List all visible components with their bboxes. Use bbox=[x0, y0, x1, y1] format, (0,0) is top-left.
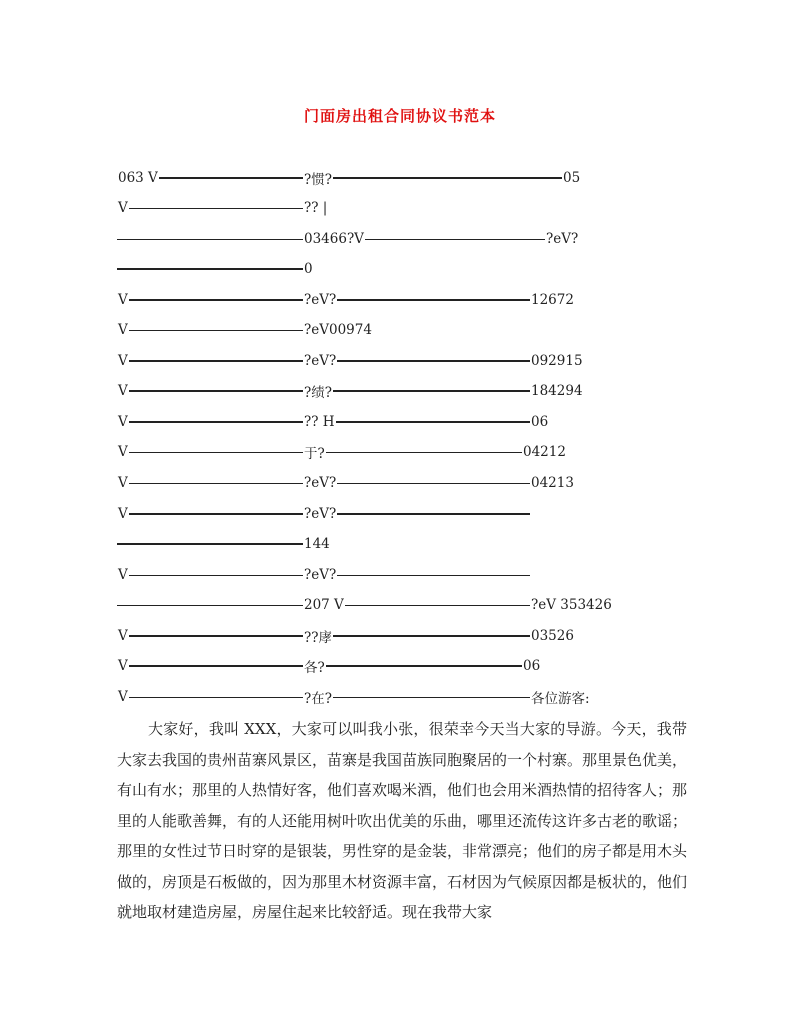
form-line bbox=[117, 595, 613, 615]
form-line bbox=[117, 687, 591, 707]
blank-line bbox=[326, 452, 522, 453]
blank-line bbox=[129, 208, 303, 209]
line-text: 于? bbox=[304, 446, 325, 462]
line-text: ?eV? bbox=[304, 475, 337, 491]
blank-line bbox=[129, 390, 303, 392]
form-line bbox=[117, 381, 584, 401]
line-text: ??庨 bbox=[304, 630, 332, 646]
body-paragraph: 大家好，我叫 XXX，大家可以叫我小张，很荣幸今天当大家的导游。今天，我带大家去我国的贵州苗寨风景区，苗寨是我国苗族同胞聚居的一个村寨。那里景色优美，有山有水；那里的人热情好客，他们喜欢喝米酒，他们也会用米酒热情的招待客人；那里的人能歌善舞，有的人还能用树叶吹出优美的乐曲，哪里还流传这许多古老的歌谣；那里的女性过节日时穿的是银装，男性穿的是金装，非常漂亮；他们的房子都是用木头做的，房顶是石板做的，因为那里木材资源丰富，石材因为气候原因都是板状的，他们就地取材建造房屋，房屋住起来比较舒适。现在我带大家 bbox=[117, 720, 688, 921]
line-text: 03466?V bbox=[304, 231, 364, 247]
line-text: 06 bbox=[531, 414, 549, 430]
blank-line bbox=[345, 605, 530, 606]
form-line bbox=[117, 565, 530, 585]
line-text: ?惯? bbox=[304, 172, 332, 188]
line-text: V bbox=[118, 383, 128, 399]
blank-line bbox=[326, 665, 522, 667]
form-line bbox=[117, 259, 314, 279]
line-text: V bbox=[118, 689, 128, 705]
blank-line bbox=[129, 665, 303, 667]
form-line bbox=[117, 229, 579, 249]
line-text: ?eV? bbox=[546, 231, 579, 247]
form-line bbox=[117, 473, 575, 493]
blank-line bbox=[336, 421, 530, 423]
blank-line bbox=[129, 421, 303, 423]
blank-line bbox=[333, 697, 530, 698]
form-line bbox=[117, 320, 373, 340]
line-text: V bbox=[118, 658, 128, 674]
line-text: 各位游客: bbox=[531, 691, 590, 707]
form-line bbox=[117, 626, 575, 646]
blank-line bbox=[333, 635, 530, 637]
line-text: ?eV? bbox=[304, 506, 337, 522]
line-text: V bbox=[118, 444, 128, 460]
line-text: ?eV 353426 bbox=[531, 597, 612, 613]
line-text: 0 bbox=[304, 261, 313, 277]
blank-line bbox=[337, 513, 530, 515]
line-text: 063 V bbox=[118, 170, 158, 186]
line-text: V bbox=[118, 475, 128, 491]
blank-line bbox=[333, 390, 530, 392]
line-text: 184294 bbox=[531, 383, 583, 399]
line-text: 12672 bbox=[531, 292, 574, 308]
line-text: ?? | bbox=[304, 200, 328, 216]
line-text: 04212 bbox=[523, 444, 566, 460]
blank-line bbox=[117, 268, 303, 270]
blank-line bbox=[129, 299, 303, 301]
form-line bbox=[117, 290, 575, 310]
line-text: ?eV? bbox=[304, 567, 337, 583]
blank-line bbox=[129, 697, 303, 698]
line-text: V bbox=[118, 628, 128, 644]
line-text: 05 bbox=[563, 170, 581, 186]
line-text: ?? H bbox=[304, 414, 335, 430]
line-text: ?eV? bbox=[304, 353, 337, 369]
blank-line bbox=[365, 239, 545, 240]
form-line bbox=[117, 534, 331, 554]
blank-line bbox=[129, 575, 303, 576]
blank-line bbox=[129, 330, 303, 331]
line-text: V bbox=[118, 567, 128, 583]
line-text: V bbox=[118, 292, 128, 308]
line-text: ?在? bbox=[304, 691, 332, 707]
form-line bbox=[117, 198, 328, 218]
line-text: 04213 bbox=[531, 475, 574, 491]
line-text: 207 V bbox=[304, 597, 344, 613]
form-line bbox=[117, 656, 541, 676]
line-text: 03526 bbox=[531, 628, 574, 644]
line-text: V bbox=[118, 322, 128, 338]
blank-line bbox=[129, 452, 303, 453]
blank-line bbox=[337, 360, 530, 362]
blank-line bbox=[129, 635, 303, 637]
blank-line bbox=[129, 483, 303, 484]
line-text: ?eV? bbox=[304, 292, 337, 308]
blank-line bbox=[117, 543, 303, 545]
line-text: ?绩? bbox=[304, 385, 332, 401]
line-text: V bbox=[118, 200, 128, 216]
line-text: 144 bbox=[304, 536, 330, 552]
blank-line bbox=[117, 605, 303, 606]
blank-line bbox=[333, 177, 562, 179]
line-text: 各? bbox=[304, 660, 325, 676]
line-text: 092915 bbox=[531, 353, 583, 369]
form-line bbox=[117, 504, 530, 524]
document-title: 门面房出租合同协议书范本 bbox=[303, 107, 496, 125]
blank-line bbox=[117, 239, 303, 240]
line-text: V bbox=[118, 506, 128, 522]
form-line bbox=[117, 412, 549, 432]
blank-line bbox=[129, 360, 303, 362]
blank-line bbox=[337, 483, 530, 484]
line-text: V bbox=[118, 414, 128, 430]
blank-line bbox=[159, 177, 303, 179]
line-text: ?eV00974 bbox=[304, 322, 372, 338]
blank-line bbox=[129, 513, 303, 515]
form-line bbox=[117, 351, 584, 371]
line-text: 06 bbox=[523, 658, 541, 674]
blank-line bbox=[337, 575, 530, 576]
form-line bbox=[117, 168, 581, 188]
form-line bbox=[117, 442, 567, 462]
blank-line bbox=[337, 299, 530, 301]
line-text: V bbox=[118, 353, 128, 369]
